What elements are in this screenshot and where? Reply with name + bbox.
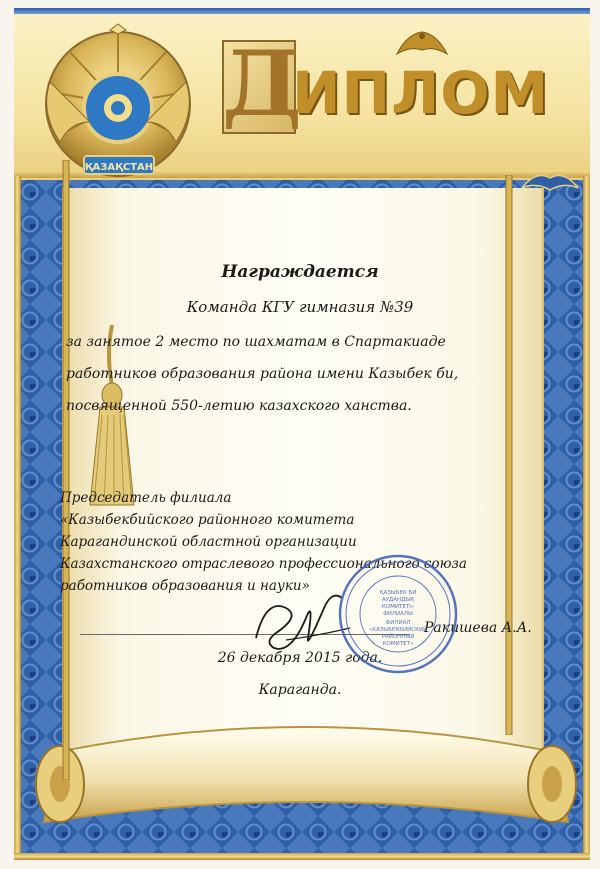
frame-bottom [14,853,590,860]
stamp-inner-line: ФИЛИАЛЫ [383,611,413,617]
crown-ornament-icon [392,28,452,58]
award-reason-line: за занятое 2 место по шахматам в Спартакиаде [66,334,446,350]
title-initial: Д [222,31,303,137]
stamp-inner-line: ҚАЗЫБЕК БИ [379,590,417,596]
award-reason-line: посвященной 550-летию казахского ханства. [66,398,412,414]
stamp-inner-line: АУДАНДЫҚ [381,597,415,603]
kazakhstan-emblem-icon [30,22,210,190]
signatory-position-line: Казахстанского отраслевого профессионального союза [60,556,467,572]
signatory-position-line: работников образования и науки» [60,578,310,594]
stamp-inner-line: КОМИТЕТІ» [381,604,415,610]
award-recipient: Команда КГУ гимназия №39 [186,298,414,316]
tassel-icon [82,325,142,510]
stamp-center-line: КОМИТЕТ» [382,641,414,647]
signatory-name: Ракишева А.А. [424,620,532,636]
title-text: ИПЛОМ [292,59,550,127]
stamp-center-line: РАЙОННЫЙ [381,634,415,640]
award-reason-line: работников образования района имени Казыбек би, [66,366,459,382]
stamp-center-line: «КАЗЫБЕКБИЙСКИЙ [368,627,428,633]
stamp-center-line: ФИЛИАЛ [385,620,411,626]
award-city: Караганда. [258,682,342,698]
emblem-label: ҚАЗАҚСТАН [84,162,154,173]
signatory-position-line: Председатель филиала [60,490,232,506]
award-heading: Награждается [221,262,379,282]
signatory-position-line: Карагандинской областной организации [60,534,357,550]
header-top-border [14,8,590,14]
signatory-position-line: «Казыбекбийского районного комитета [60,512,355,528]
official-stamp-icon [336,552,460,676]
scroll-roll [28,712,584,842]
award-date: 26 декабря 2015 года. [217,650,383,666]
